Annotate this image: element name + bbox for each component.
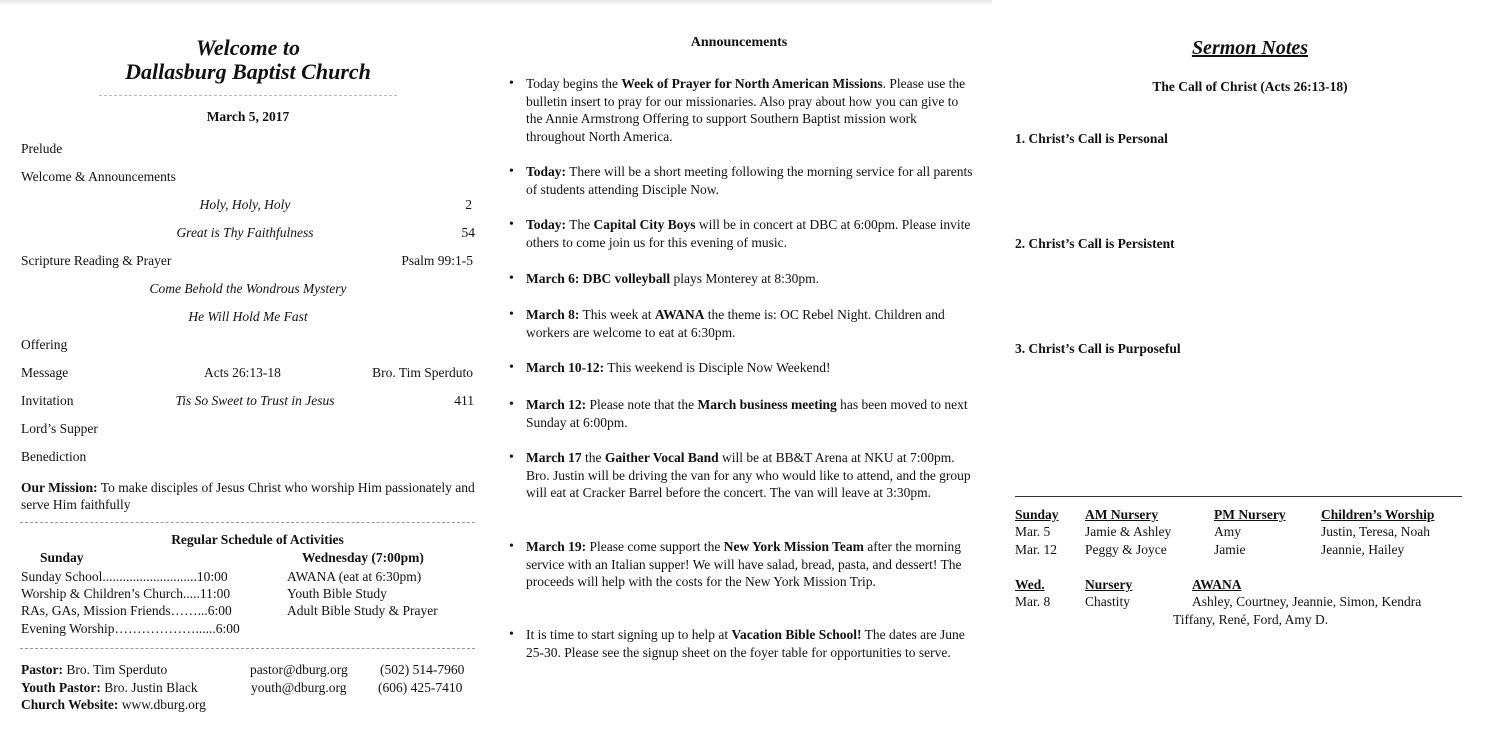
nursery-header: Children’s Worship (1321, 507, 1435, 522)
announcement-text: the (581, 450, 605, 465)
announcement-text: after the morning service with an Italian supper! We will have salad, bread, pasta, and dessert! The proceeds will help with the costs for the New York Mission Trip. (526, 539, 962, 589)
schedule-sunday-item: Worship & Children’s Church.....11:00 (21, 586, 231, 601)
announcement-text: Today begins the (526, 76, 622, 91)
announcement-item (526, 306, 976, 341)
youth-email: youth@dburg.org (251, 680, 347, 695)
order-benediction: Benediction (21, 449, 87, 464)
announcement-highlight: Vacation Bible School! (731, 627, 862, 642)
nursery-cell: Jeannie, Hailey (1321, 542, 1405, 557)
order-prelude: Prelude (21, 141, 63, 156)
announcement-highlight: March 10-12: (526, 360, 605, 375)
hymn-title: Holy, Holy, Holy (199, 197, 291, 212)
wednesday-cell: Chastity (1085, 594, 1131, 609)
sermon-point: 3. Christ’s Call is Purposeful (1015, 341, 1181, 356)
announcement-text: Please note that the (586, 397, 698, 412)
title-divider (99, 95, 397, 96)
nursery-cell: Mar. 12 (1015, 542, 1057, 557)
announcement-highlight: March 6: DBC volleyball (526, 271, 671, 286)
announcement-highlight: Week of Prayer for North American Missions (621, 76, 883, 91)
top-shadow (0, 0, 992, 6)
announcement-text: There will be a short meeting following the morning service for all parents of students attending Disciple Now. (526, 164, 973, 197)
song-title: He Will Hold Me Fast (188, 309, 308, 324)
announcement-highlight: March 12: (526, 397, 587, 412)
announcement-text: has been moved to next Sunday at 6:00pm. (526, 397, 968, 430)
announcement-text: the theme is: OC Rebel Night. Children and workers are welcome to eat at 6:30pm. (526, 307, 945, 340)
announcement-item (526, 626, 976, 661)
mission-statement (21, 479, 481, 513)
announcement-highlight: March 19: (526, 539, 587, 554)
schedule-sunday-item: Evening Worship………………......6:00 (21, 621, 240, 636)
church-title-line1: Welcome to (195, 35, 301, 60)
schedule-wednesday-header: Wednesday (7:00pm) (302, 550, 424, 565)
announcement-item (526, 396, 976, 431)
announcement-highlight: March 8: (526, 307, 580, 322)
announcement-text: will be at BB&T Arena at NKU at 7:00pm. Bro. Justin will be driving the van for any who would like to attend, and the group will eat at Cracker Barrel before the concert. The van will leave at 3:30pm. (526, 450, 971, 500)
order-scripture: Scripture Reading & Prayer (21, 253, 172, 268)
divider (20, 648, 475, 649)
wednesday-header: Nursery (1085, 577, 1133, 592)
announcement-item (526, 449, 976, 502)
announcement-text: This weekend is Disciple Now Weekend! (604, 360, 831, 375)
mission-text: To make disciples of Jesus Christ who worship Him passionately and serve Him faithfully (21, 480, 475, 512)
sermon-subtitle: The Call of Christ (Acts 26:13-18) (1152, 79, 1348, 94)
divider (20, 522, 475, 523)
nursery-cell: Peggy & Joyce (1085, 542, 1167, 557)
invitation-hymn: Tis So Sweet to Trust in Jesus (175, 393, 335, 408)
schedule-wednesday-item: Adult Bible Study & Prayer (287, 603, 438, 618)
announcement-text: The dates are June 25-30. Please see the signup sheet on the foyer table for opportunities to serve. (526, 627, 965, 660)
pastor-phone: (502) 514-7960 (380, 662, 465, 677)
order-invitation: Invitation (21, 393, 74, 408)
youth-pastor-contact: Youth Pastor: Bro. Justin Black (21, 680, 198, 695)
announcement-text: . Please use the bulletin insert to pray for our missionaries. Also pray about how you can give to the Annie Armstrong Offering to support Southern Baptist mission work throughout North America. (526, 76, 966, 144)
order-offering: Offering (21, 337, 68, 352)
wednesday-header: Wed. (1015, 577, 1045, 592)
hymn-title: Great is Thy Faithfulness (176, 225, 314, 240)
announcements-title: Announcements (690, 35, 788, 50)
sermon-notes-title: Sermon Notes (1191, 37, 1309, 59)
wednesday-cell: Tiffany, René, Ford, Amy D. (1173, 612, 1329, 627)
announcement-highlight: Capital City Boys (593, 217, 696, 232)
nursery-header: PM Nursery (1214, 507, 1286, 522)
schedule-sunday-item: RAs, GAs, Mission Friends……...6:00 (21, 603, 232, 618)
announcement-text: plays Monterey at 8:30pm. (670, 271, 819, 286)
nursery-header: AM Nursery (1085, 507, 1159, 522)
nursery-cell: Amy (1214, 524, 1241, 539)
announcement-text: The (566, 217, 594, 232)
sermon-point: 2. Christ’s Call is Persistent (1015, 236, 1175, 251)
youth-phone: (606) 425-7410 (378, 680, 463, 695)
order-welcome: Welcome & Announcements (21, 169, 176, 184)
announcement-highlight: March business meeting (697, 397, 837, 412)
announcement-item (526, 359, 976, 377)
schedule-title: Regular Schedule of Activities (171, 532, 344, 547)
wednesday-header: AWANA (1192, 577, 1242, 592)
scripture-reference: Psalm 99:1-5 (401, 253, 473, 268)
wednesday-cell: Ashley, Courtney, Jeannie, Simon, Kendra (1192, 594, 1422, 609)
pastor-email: pastor@dburg.org (250, 662, 348, 677)
nursery-header: Sunday (1015, 507, 1059, 522)
order-message: Message (21, 365, 69, 380)
church-website: Church Website: www.dburg.org (21, 697, 206, 712)
order-lords-supper: Lord’s Supper (21, 421, 98, 436)
hymn-number: 54 (461, 225, 475, 240)
announcement-item (526, 270, 976, 288)
announcement-text: It is time to start signing up to help at (526, 627, 732, 642)
announcement-item (526, 216, 976, 251)
announcement-highlight: Gaither Vocal Band (604, 450, 719, 465)
church-title-line2: Dallasburg Baptist Church (125, 59, 371, 84)
nursery-cell: Jamie & Ashley (1085, 524, 1172, 539)
nursery-cell: Jamie (1214, 542, 1246, 557)
mission-label: Our Mission: (21, 480, 98, 495)
announcement-highlight: Today: (526, 217, 567, 232)
wednesday-cell: Mar. 8 (1015, 594, 1051, 609)
announcement-text: This week at (579, 307, 655, 322)
announcement-item (526, 75, 976, 145)
announcement-highlight: New York Mission Team (723, 539, 864, 554)
schedule-wednesday-item: Youth Bible Study (287, 586, 387, 601)
schedule-wednesday-item: AWANA (eat at 6:30pm) (287, 569, 422, 584)
announcement-highlight: Today: (526, 164, 567, 179)
divider (1015, 496, 1462, 497)
invitation-hymn-number: 411 (454, 393, 474, 408)
schedule-sunday-item: Sunday School............................10:00 (21, 569, 228, 584)
sermon-point: 1. Christ’s Call is Personal (1015, 131, 1168, 146)
pastor-contact: Pastor: Bro. Tim Sperduto (21, 662, 168, 677)
song-title: Come Behold the Wondrous Mystery (149, 281, 347, 296)
message-reference: Acts 26:13-18 (204, 365, 281, 380)
announcement-highlight: March 17 (526, 450, 582, 465)
announcement-highlight: AWANA (654, 307, 705, 322)
message-speaker: Bro. Tim Sperduto (372, 365, 473, 380)
nursery-cell: Justin, Teresa, Noah (1321, 524, 1431, 539)
announcement-item (526, 163, 976, 198)
announcement-item (526, 538, 976, 591)
service-date: March 5, 2017 (206, 109, 290, 124)
nursery-cell: Mar. 5 (1015, 524, 1051, 539)
announcement-text: will be in concert at DBC at 6:00pm. Please invite others to come join us for this evening of music. (526, 217, 971, 250)
announcement-text: Please come support the (586, 539, 724, 554)
schedule-sunday-header: Sunday (40, 550, 84, 565)
hymn-number: 2 (465, 197, 472, 212)
